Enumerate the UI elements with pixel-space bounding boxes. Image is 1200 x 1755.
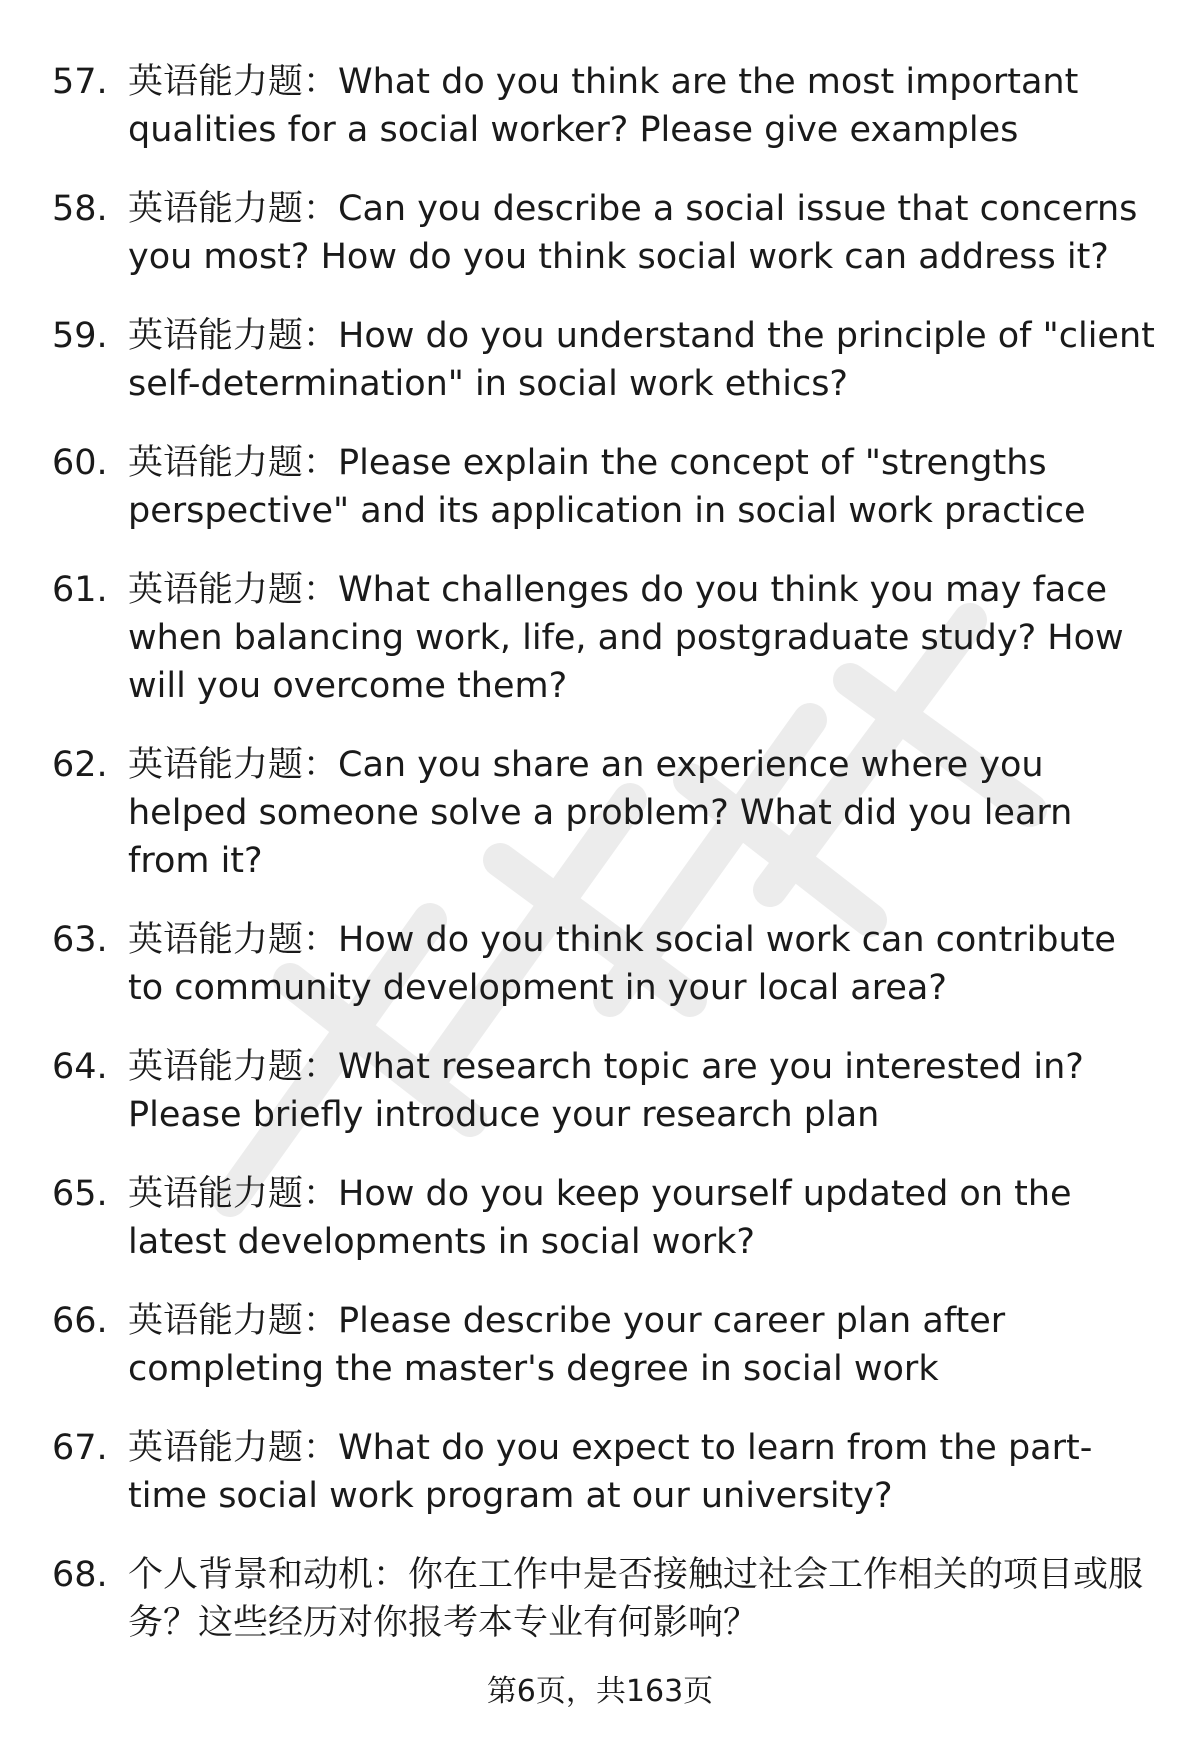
question-text: What do you think are the most important qualities for a social worker? Please give examples [128,62,1079,150]
question-item [52,1297,1162,1393]
question-category: 英语能力题： [128,1174,339,1214]
question-category: 英语能力题： [128,1428,339,1468]
question-body [128,439,1162,535]
question-number: 60. [52,443,108,483]
question-number: 58. [52,189,108,229]
question-number: 57. [52,62,108,102]
question-body [128,741,1162,885]
question-category: 英语能力题： [128,1301,339,1341]
question-text: What challenges do you think you may face when balancing work, life, and postgraduate study? How will you overcome them? [128,570,1124,706]
question-body [128,312,1162,408]
question-text: How do you understand the principle of "client self-determination" in social work ethics? [128,316,1155,404]
question-number: 66. [52,1301,108,1341]
question-body [128,185,1162,281]
question-category: 英语能力题： [128,1047,339,1087]
question-body [128,916,1162,1012]
page-footer: 第6页，共163页 [486,1674,714,1709]
question-body [128,58,1162,154]
question-number: 63. [52,920,108,960]
question-item [52,58,1162,154]
question-category: 英语能力题： [128,443,339,483]
question-number: 64. [52,1047,108,1087]
question-text: How do you think social work can contribute to community development in your local area? [128,920,1116,1008]
question-body [128,566,1162,710]
question-list [52,58,1162,1678]
question-body [128,1043,1162,1139]
question-number: 62. [52,745,108,785]
question-number: 65. [52,1174,108,1214]
question-item [52,185,1162,281]
question-text: 你在工作中是否接触过社会工作相关的项目或服务？这些经历对你报考本专业有何影响？ [128,1555,1144,1643]
question-item [52,1551,1162,1647]
question-text: Can you describe a social issue that concerns you most? How do you think social work can address it? [128,189,1138,277]
question-text: Can you share an experience where you helped someone solve a problem? What did you learn from it? [128,745,1073,881]
question-category: 英语能力题： [128,745,339,785]
question-item [52,1424,1162,1520]
question-body [128,1170,1162,1266]
question-category: 英语能力题： [128,189,339,229]
question-item [52,566,1162,710]
question-text: Please explain the concept of "strengths perspective" and its application in social work practice [128,443,1086,531]
question-text: What research topic are you interested in? Please briefly introduce your research plan [128,1047,1084,1135]
question-text: Please describe your career plan after completing the master's degree in social work [128,1301,1006,1389]
question-number: 67. [52,1428,108,1468]
question-number: 59. [52,316,108,356]
question-item [52,741,1162,885]
question-item [52,439,1162,535]
question-body [128,1297,1162,1393]
question-text: How do you keep yourself updated on the latest developments in social work? [128,1174,1072,1262]
question-number: 68. [52,1555,108,1595]
question-body [128,1424,1162,1520]
question-item [52,312,1162,408]
question-text: What do you expect to learn from the part-time social work program at our university? [128,1428,1093,1516]
question-body [128,1551,1162,1647]
question-category: 英语能力题： [128,570,339,610]
question-category: 英语能力题： [128,316,339,356]
question-category: 英语能力题： [128,62,339,102]
question-category: 英语能力题： [128,920,339,960]
question-item [52,1043,1162,1139]
question-category: 个人背景和动机： [128,1555,409,1595]
question-number: 61. [52,570,108,610]
question-item [52,1170,1162,1266]
question-item [52,916,1162,1012]
